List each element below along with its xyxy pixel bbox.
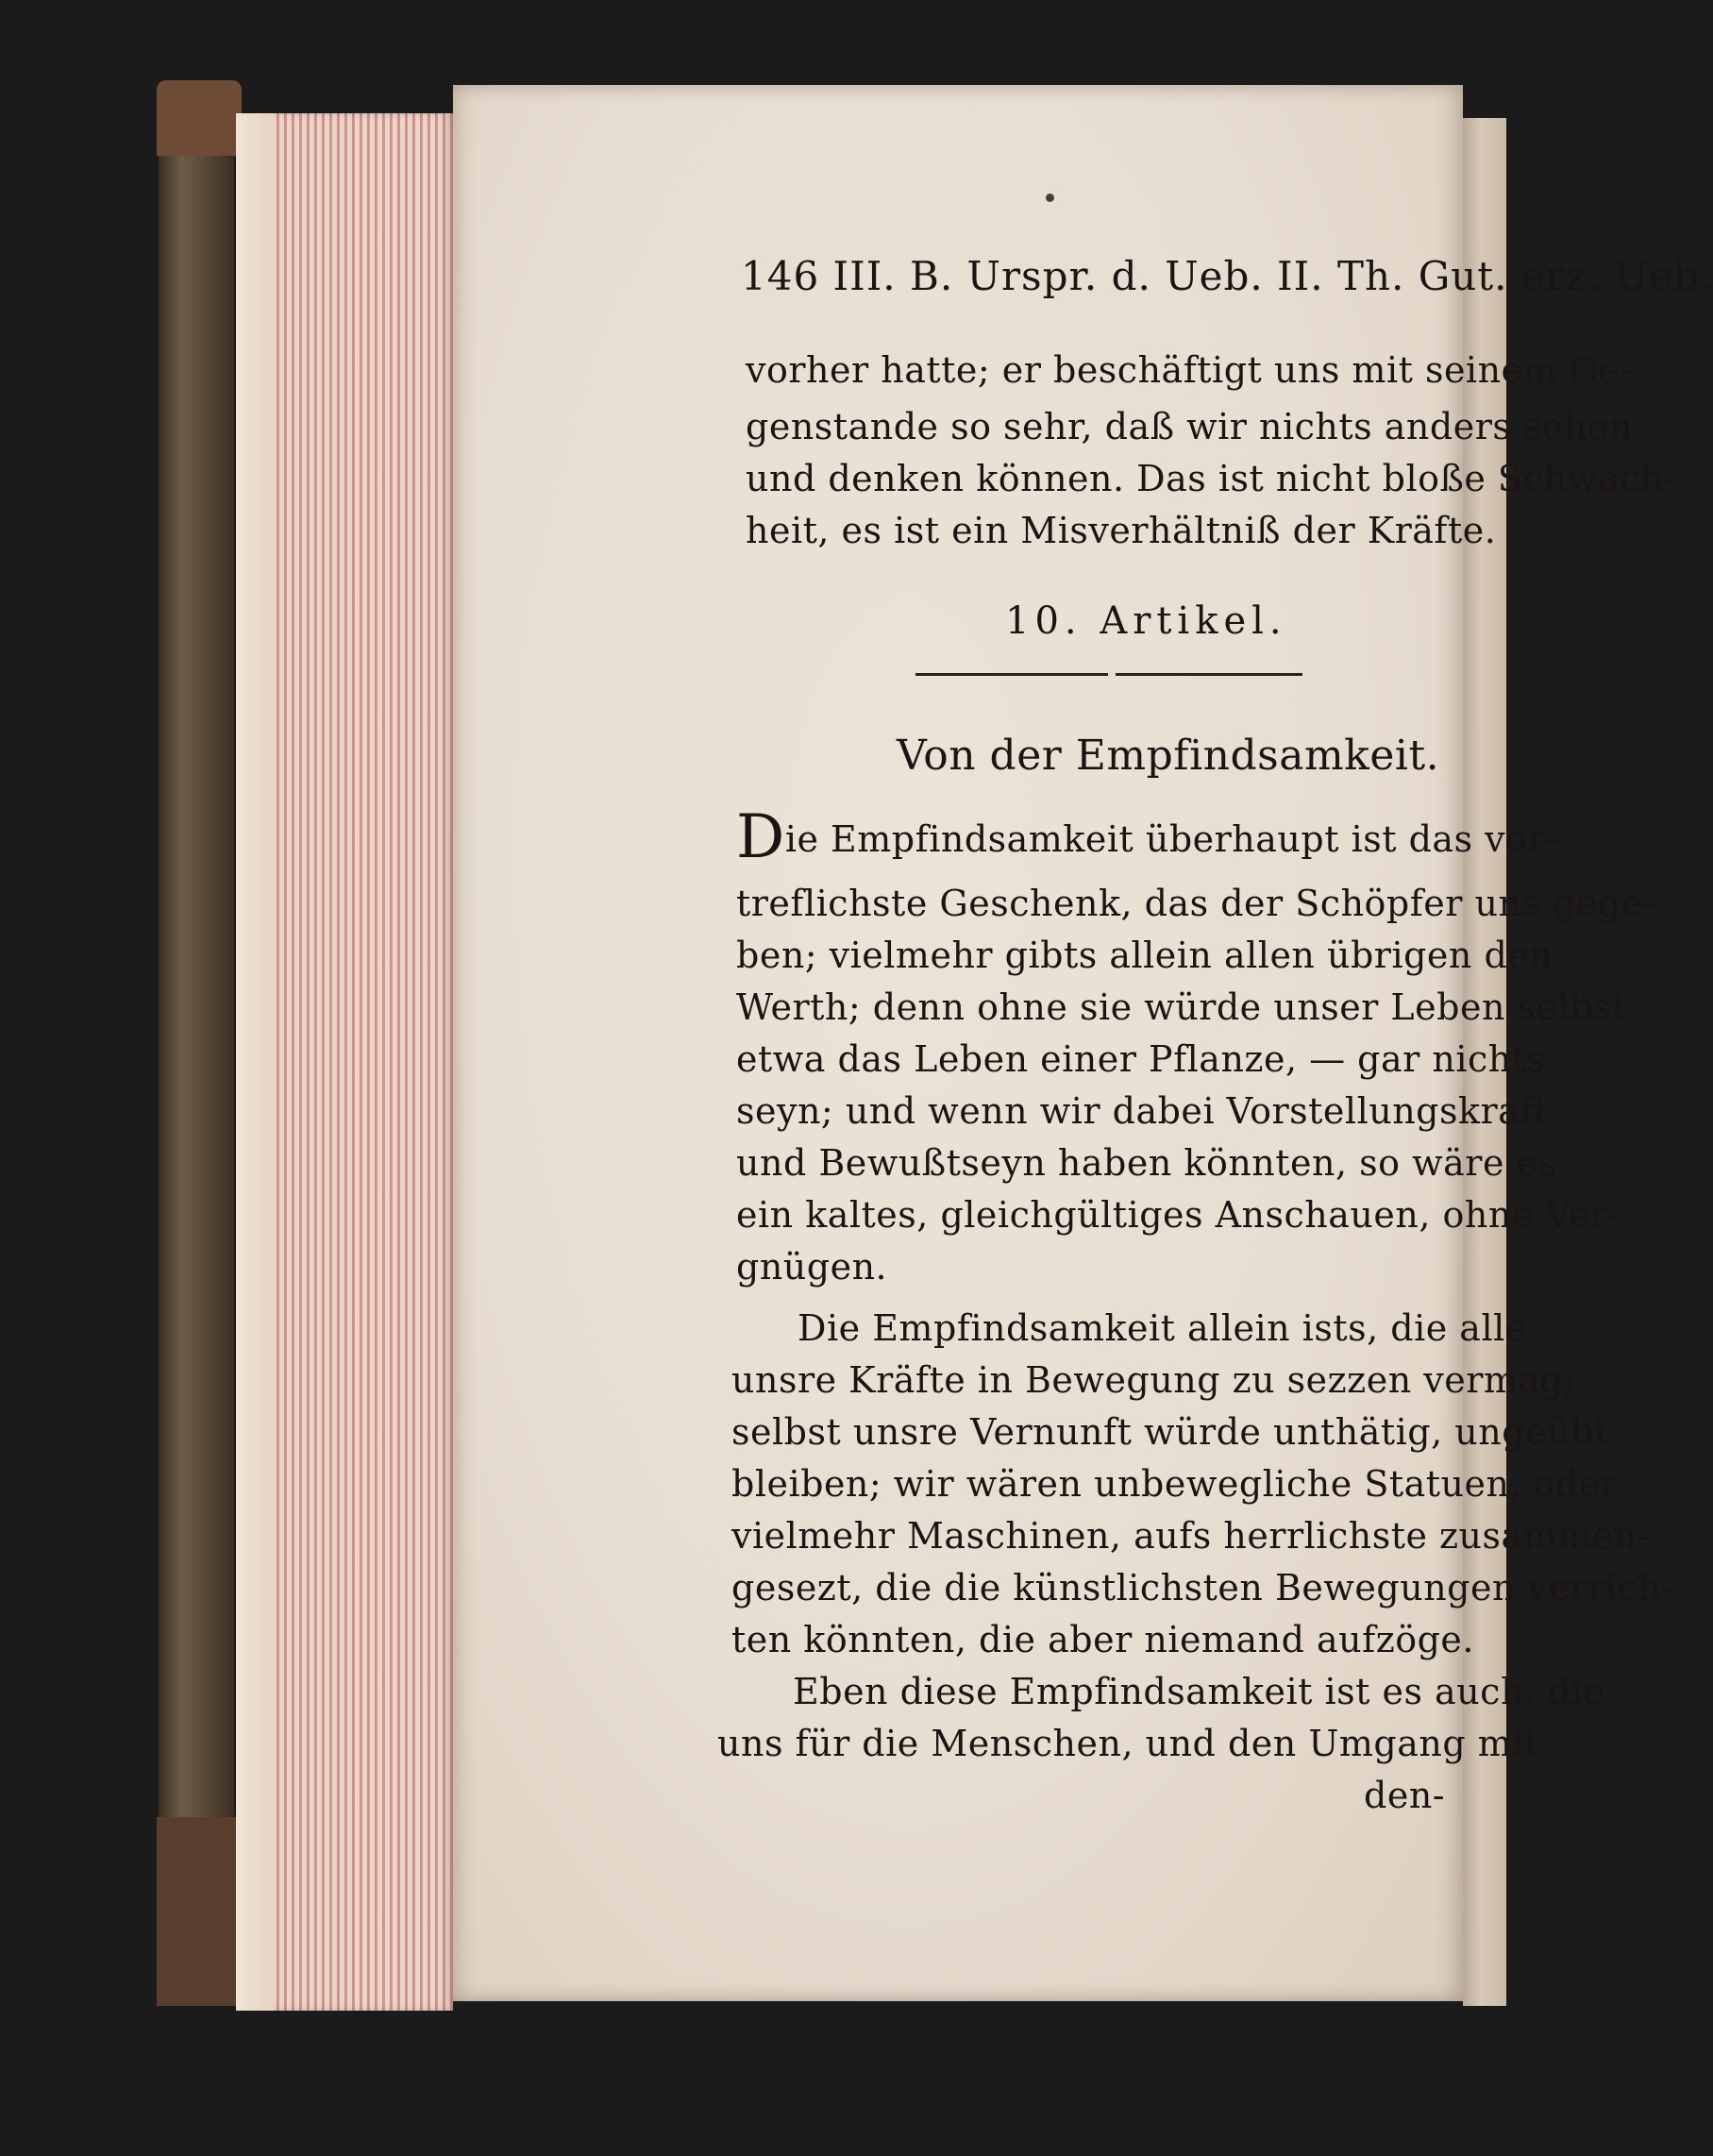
- text-line: Die Empfindsamkeit allein ists, die alle: [798, 1307, 1527, 1349]
- catchword: den-: [1364, 1775, 1446, 1816]
- text-line: bleiben; wir wären unbewegliche Statuen, oder: [731, 1463, 1619, 1505]
- text-line: Werth; denn ohne sie würde unser Leben selbst: [736, 986, 1627, 1028]
- rule-divider-gap: [1108, 670, 1116, 679]
- section-title: Von der Empfindsamkeit.: [897, 732, 1440, 780]
- running-head: 146 III. B. Urspr. d. Ueb. II. Th. Gut. erz. Ueb.: [741, 253, 1713, 299]
- text-line: gnügen.: [736, 1246, 888, 1288]
- text-line: und Bewußtseyn haben könnten, so wäre es: [736, 1142, 1557, 1184]
- book-spine: [159, 90, 234, 2006]
- drop-cap: D: [736, 802, 785, 872]
- text-line: und denken können. Das ist nicht bloße Schwach-: [746, 458, 1677, 499]
- spine-tail: [157, 1817, 242, 2006]
- article-heading: 10. Artikel.: [1005, 599, 1287, 643]
- text-line: ie Empfindsamkeit überhaupt ist das vor-: [784, 818, 1558, 860]
- text-line: treflichste Geschenk, das der Schöpfer uns gege-: [736, 883, 1656, 924]
- text-line: vorher hatte; er beschäftigt uns mit seinem Ge-: [746, 349, 1633, 391]
- text-line: uns für die Menschen, und den Umgang mit: [717, 1723, 1539, 1764]
- text-line: heit, es ist ein Misverhältniß der Kräfte.: [746, 510, 1497, 551]
- text-line: selbst unsre Vernunft würde unthätig, ungeübt: [731, 1411, 1609, 1453]
- text-line: ben; vielmehr gibts allein allen übrigen den: [736, 935, 1553, 976]
- text-line: unsre Kräfte in Bewegung zu sezzen vermag;: [731, 1359, 1576, 1401]
- text-line: ten könnten, die aber niemand aufzöge.: [731, 1619, 1474, 1660]
- page-text: [420, 0, 1713, 2156]
- text-line: genstande so sehr, daß wir nichts anders sehen: [746, 406, 1633, 447]
- text-line: etwa das Leben einer Pflanze, — gar nichts: [736, 1038, 1546, 1080]
- text-line: gesezt, die die künstlichsten Bewegungen verrich-: [731, 1567, 1674, 1609]
- text-line: vielmehr Maschinen, aufs herrlichste zusammen-: [731, 1515, 1651, 1557]
- text-line: seyn; und wenn wir dabei Vorstellungskraft: [736, 1090, 1549, 1132]
- text-line: Eben diese Empfindsamkeit ist es auch, die: [793, 1671, 1605, 1712]
- spine-headcap: [157, 80, 242, 156]
- text-line: ein kaltes, gleichgültiges Anschauen, ohne Ver-: [736, 1194, 1621, 1236]
- paragraph-first-line: [736, 802, 1558, 872]
